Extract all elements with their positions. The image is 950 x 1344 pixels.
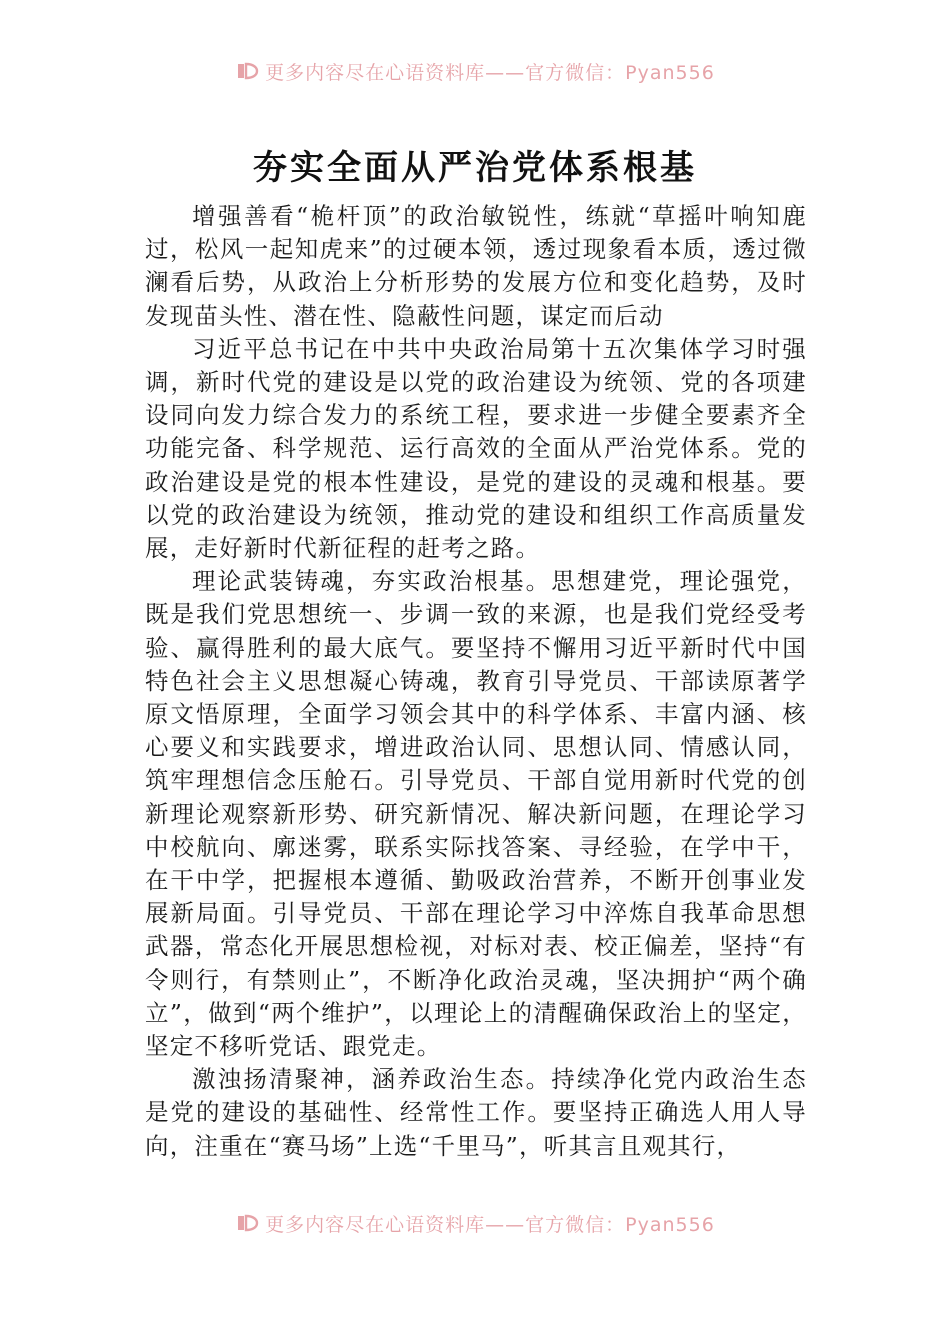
watermark-text: 更多内容尽在心语资料库——官方微信：Pyan556 [265, 1213, 715, 1236]
paragraph-2: 习近平总书记在中共中央政治局第十五次集体学习时强调，新时代党的建设是以党的政治建设为统领、党的各项建设同向发力综合发力的系统工程，要求进一步健全要素齐全功能完备、科学规范、运行高效的全面从严治党体系。党的政治建设是党的根本性建设，是党的建设的灵魂和根基。要以党的政治建设为统领，推动党的建设和组织工作高质量发展，走好新时代新征程的赶考之路。 [145, 334, 807, 563]
watermark-logo-icon [235, 1212, 259, 1234]
document-title: 夯实全面从严治党体系根基 [253, 148, 697, 188]
watermark-logo-icon [235, 60, 259, 82]
paragraph-3: 理论武装铸魂，夯实政治根基。思想建党，理论强党，既是我们党思想统一、步调一致的来源，也是我们党经受考验、赢得胜利的最大底气。要坚持不懈用习近平新时代中国特色社会主义思想凝心铸魂，教育引导党员、干部读原著学原文悟原理，全面学习领会其中的科学体系、丰富内涵、核心要义和实践要求，增进政治认同、思想认同、情感认同，筑牢理想信念压舱石。引导党员、干部自觉用新时代党的创新理论观察新形势、研究新情况、解决新问题，在理论学习中校航向、廓迷雾，联系实际找答案、寻经验，在学中干，在干中学，把握根本遵循、勤吸政治营养，不断开创事业发展新局面。引导党员、干部在理论学习中淬炼自我革命思想武器，常态化开展思想检视，对标对表、校正偏差，坚持“有令则行，有禁则止”，不断净化政治灵魂，坚决拥护“两个确立”，做到“两个维护”，以理论上的清醒确保政治上的坚定，坚定不移听党话、跟党走。 [145, 567, 807, 1061]
paragraph-1: 增强善看“桅杆顶”的政治敏锐性，练就“草摇叶响知鹿过，松风一起知虎来”的过硬本领，透过现象看本质，透过微澜看后势，从政治上分析形势的发展方位和变化趋势，及时发现苗头性、潜在性、隐蔽性问题，谋定而后动 [145, 202, 807, 330]
watermark-text: 更多内容尽在心语资料库——官方微信：Pyan556 [265, 61, 715, 84]
header-watermark [0, 56, 950, 86]
document-body [145, 200, 807, 1163]
paragraph-4: 激浊扬清聚神，涵养政治生态。持续净化党内政治生态是党的建设的基础性、经常性工作。要坚持正确选人用人导向，注重在“赛马场”上选“千里马”，听其言且观其行， [145, 1065, 807, 1160]
footer-watermark [0, 1208, 950, 1238]
